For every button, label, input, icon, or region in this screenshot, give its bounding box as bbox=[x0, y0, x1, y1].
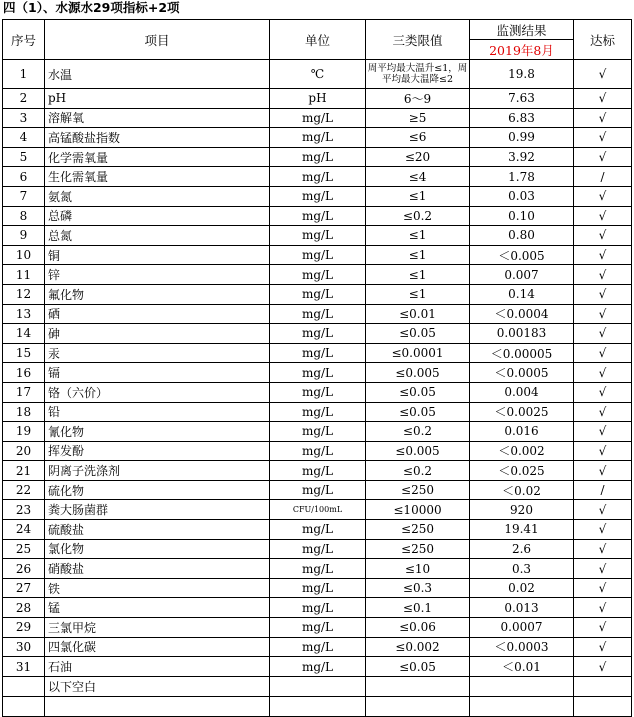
cell-item: 汞 bbox=[45, 343, 270, 363]
cell-item: 硫酸盐 bbox=[45, 520, 270, 540]
page-title: 四（1）、水源水29项指标+2项 bbox=[3, 0, 180, 15]
cell-no: 30 bbox=[3, 637, 45, 657]
cell-item: 挥发酚 bbox=[45, 441, 270, 461]
cell-unit: mg/L bbox=[270, 128, 366, 148]
cell-no: 23 bbox=[3, 500, 45, 520]
cell-item: 生化需氧量 bbox=[45, 167, 270, 187]
cell-value: 2.6 bbox=[470, 539, 574, 559]
cell-value: ＜0.002 bbox=[470, 441, 574, 461]
cell-no: 9 bbox=[3, 226, 45, 246]
cell-unit: mg/L bbox=[270, 363, 366, 383]
cell-no: 7 bbox=[3, 186, 45, 206]
cell-limit: ≤20 bbox=[366, 147, 470, 167]
cell-limit: ≤0.05 bbox=[366, 324, 470, 344]
table-row bbox=[3, 343, 632, 363]
cell-value: 0.10 bbox=[470, 206, 574, 226]
cell-limit: ≤250 bbox=[366, 539, 470, 559]
cell-limit: ≤0.3 bbox=[366, 578, 470, 598]
cell-unit: mg/L bbox=[270, 343, 366, 363]
table-row bbox=[3, 539, 632, 559]
cell-pass: √ bbox=[574, 441, 632, 461]
table-row bbox=[3, 128, 632, 148]
cell-item: 水温 bbox=[45, 60, 270, 89]
cell-no: 12 bbox=[3, 284, 45, 304]
empty-cell bbox=[366, 676, 470, 696]
cell-unit: mg/L bbox=[270, 461, 366, 481]
cell-limit: 6～9 bbox=[366, 89, 470, 109]
cell-value: ＜0.00005 bbox=[470, 343, 574, 363]
cell-no: 2 bbox=[3, 89, 45, 109]
cell-item: 锰 bbox=[45, 598, 270, 618]
cell-limit: ≤1 bbox=[366, 245, 470, 265]
cell-pass: √ bbox=[574, 147, 632, 167]
table-row bbox=[3, 559, 632, 579]
cell-limit: 周平均最大温升≤1，周平均最大温降≤2 bbox=[366, 60, 470, 89]
cell-value: ＜0.0005 bbox=[470, 363, 574, 383]
cell-value: 19.8 bbox=[470, 60, 574, 89]
cell-no: 25 bbox=[3, 539, 45, 559]
cell-pass: √ bbox=[574, 108, 632, 128]
cell-unit: ℃ bbox=[270, 60, 366, 89]
cell-item: 锌 bbox=[45, 265, 270, 285]
cell-item: 氨氮 bbox=[45, 186, 270, 206]
cell-no: 26 bbox=[3, 559, 45, 579]
cell-no: 15 bbox=[3, 343, 45, 363]
cell-limit: ≤0.05 bbox=[366, 402, 470, 422]
cell-unit: mg/L bbox=[270, 480, 366, 500]
cell-pass: √ bbox=[574, 578, 632, 598]
cell-no: 10 bbox=[3, 245, 45, 265]
cell-unit: mg/L bbox=[270, 108, 366, 128]
table-row bbox=[3, 461, 632, 481]
cell-unit: mg/L bbox=[270, 578, 366, 598]
cell-limit: ≤1 bbox=[366, 284, 470, 304]
cell-value: 0.016 bbox=[470, 422, 574, 442]
cell-item: 硒 bbox=[45, 304, 270, 324]
cell-limit: ≤0.05 bbox=[366, 657, 470, 677]
empty-cell bbox=[3, 696, 45, 716]
cell-pass: √ bbox=[574, 206, 632, 226]
cell-value: 0.02 bbox=[470, 578, 574, 598]
empty-cell bbox=[470, 696, 574, 716]
cell-pass: √ bbox=[574, 539, 632, 559]
cell-unit: mg/L bbox=[270, 422, 366, 442]
cell-pass: / bbox=[574, 480, 632, 500]
table-row bbox=[3, 363, 632, 383]
cell-value: 0.00183 bbox=[470, 324, 574, 344]
cell-no: 5 bbox=[3, 147, 45, 167]
cell-value: ＜0.02 bbox=[470, 480, 574, 500]
header-item: 项目 bbox=[45, 20, 270, 60]
cell-value: 7.63 bbox=[470, 89, 574, 109]
cell-no: 27 bbox=[3, 578, 45, 598]
cell-pass: √ bbox=[574, 226, 632, 246]
table-row bbox=[3, 324, 632, 344]
cell-value: ＜0.01 bbox=[470, 657, 574, 677]
cell-no: 14 bbox=[3, 324, 45, 344]
cell-no: 6 bbox=[3, 167, 45, 187]
water-quality-table bbox=[2, 19, 632, 717]
table-row bbox=[3, 422, 632, 442]
cell-no: 1 bbox=[3, 60, 45, 89]
table-row bbox=[3, 186, 632, 206]
cell-no: 29 bbox=[3, 618, 45, 638]
cell-unit: mg/L bbox=[270, 186, 366, 206]
empty-cell bbox=[3, 676, 45, 696]
cell-item: 氰化物 bbox=[45, 422, 270, 442]
cell-no: 16 bbox=[3, 363, 45, 383]
cell-item: 总氮 bbox=[45, 226, 270, 246]
cell-pass: √ bbox=[574, 559, 632, 579]
cell-value: 0.80 bbox=[470, 226, 574, 246]
table-row bbox=[3, 108, 632, 128]
cell-pass: √ bbox=[574, 520, 632, 540]
table-row bbox=[3, 89, 632, 109]
table-row bbox=[3, 226, 632, 246]
cell-unit: mg/L bbox=[270, 167, 366, 187]
table-row-blank-note bbox=[3, 676, 632, 696]
cell-unit: mg/L bbox=[270, 559, 366, 579]
cell-pass: √ bbox=[574, 461, 632, 481]
cell-item: 铅 bbox=[45, 402, 270, 422]
header-result-date: 2019年8月 bbox=[470, 40, 574, 60]
cell-value: 0.007 bbox=[470, 265, 574, 285]
cell-item: 高锰酸盐指数 bbox=[45, 128, 270, 148]
cell-no: 28 bbox=[3, 598, 45, 618]
cell-unit: pH bbox=[270, 89, 366, 109]
header-pass: 达标 bbox=[574, 20, 632, 60]
cell-unit: mg/L bbox=[270, 539, 366, 559]
cell-item: 化学需氧量 bbox=[45, 147, 270, 167]
cell-unit: mg/L bbox=[270, 147, 366, 167]
table-row bbox=[3, 500, 632, 520]
cell-item: 粪大肠菌群 bbox=[45, 500, 270, 520]
empty-cell bbox=[366, 696, 470, 716]
cell-value: 0.013 bbox=[470, 598, 574, 618]
header-unit: 单位 bbox=[270, 20, 366, 60]
cell-item: 硝酸盐 bbox=[45, 559, 270, 579]
table-row bbox=[3, 245, 632, 265]
cell-item: 氯化物 bbox=[45, 539, 270, 559]
cell-item: 砷 bbox=[45, 324, 270, 344]
cell-pass: √ bbox=[574, 637, 632, 657]
table-row bbox=[3, 657, 632, 677]
cell-no: 22 bbox=[3, 480, 45, 500]
cell-pass: √ bbox=[574, 284, 632, 304]
cell-limit: ≤250 bbox=[366, 520, 470, 540]
header-row bbox=[3, 20, 632, 40]
table-row bbox=[3, 578, 632, 598]
cell-unit: mg/L bbox=[270, 618, 366, 638]
empty-cell bbox=[574, 676, 632, 696]
cell-limit: ≤1 bbox=[366, 265, 470, 285]
cell-item: 总磷 bbox=[45, 206, 270, 226]
cell-pass: √ bbox=[574, 363, 632, 383]
cell-item: 铬（六价） bbox=[45, 382, 270, 402]
table-row bbox=[3, 441, 632, 461]
cell-value: 0.03 bbox=[470, 186, 574, 206]
cell-unit: mg/L bbox=[270, 226, 366, 246]
cell-value: 0.3 bbox=[470, 559, 574, 579]
table-row bbox=[3, 147, 632, 167]
cell-limit: ≤0.005 bbox=[366, 441, 470, 461]
cell-unit: mg/L bbox=[270, 657, 366, 677]
empty-cell bbox=[270, 696, 366, 716]
cell-limit: ≤6 bbox=[366, 128, 470, 148]
cell-unit: mg/L bbox=[270, 265, 366, 285]
cell-value: 0.99 bbox=[470, 128, 574, 148]
cell-value: 1.78 bbox=[470, 167, 574, 187]
cell-no: 4 bbox=[3, 128, 45, 148]
cell-item: 溶解氧 bbox=[45, 108, 270, 128]
table-row bbox=[3, 402, 632, 422]
cell-item: 硫化物 bbox=[45, 480, 270, 500]
cell-pass: / bbox=[574, 167, 632, 187]
cell-no: 8 bbox=[3, 206, 45, 226]
cell-item: 石油 bbox=[45, 657, 270, 677]
cell-limit: ≤0.002 bbox=[366, 637, 470, 657]
cell-item: 镉 bbox=[45, 363, 270, 383]
empty-cell bbox=[574, 696, 632, 716]
empty-cell bbox=[470, 676, 574, 696]
cell-value: 920 bbox=[470, 500, 574, 520]
cell-limit: ≤4 bbox=[366, 167, 470, 187]
empty-cell bbox=[270, 676, 366, 696]
table-row bbox=[3, 480, 632, 500]
cell-pass: √ bbox=[574, 245, 632, 265]
cell-unit: mg/L bbox=[270, 441, 366, 461]
cell-limit: ≤10000 bbox=[366, 500, 470, 520]
cell-unit: mg/L bbox=[270, 245, 366, 265]
cell-unit: mg/L bbox=[270, 324, 366, 344]
cell-limit: ≤1 bbox=[366, 226, 470, 246]
cell-item: 氟化物 bbox=[45, 284, 270, 304]
cell-value: ＜0.005 bbox=[470, 245, 574, 265]
cell-pass: √ bbox=[574, 402, 632, 422]
cell-no: 19 bbox=[3, 422, 45, 442]
cell-limit: ≤250 bbox=[366, 480, 470, 500]
table-row bbox=[3, 206, 632, 226]
cell-limit: ≤0.2 bbox=[366, 461, 470, 481]
cell-limit: ≤0.06 bbox=[366, 618, 470, 638]
header-no: 序号 bbox=[3, 20, 45, 60]
cell-limit: ≤10 bbox=[366, 559, 470, 579]
cell-value: ＜0.0025 bbox=[470, 402, 574, 422]
cell-pass: √ bbox=[574, 60, 632, 89]
cell-value: 0.004 bbox=[470, 382, 574, 402]
table-row bbox=[3, 265, 632, 285]
cell-unit: mg/L bbox=[270, 304, 366, 324]
table-row bbox=[3, 304, 632, 324]
cell-pass: √ bbox=[574, 343, 632, 363]
table-row bbox=[3, 637, 632, 657]
cell-item: 铁 bbox=[45, 578, 270, 598]
cell-limit: ≤0.2 bbox=[366, 422, 470, 442]
table-row bbox=[3, 520, 632, 540]
header-limit: 三类限值 bbox=[366, 20, 470, 60]
cell-unit: mg/L bbox=[270, 402, 366, 422]
cell-no: 11 bbox=[3, 265, 45, 285]
cell-unit: mg/L bbox=[270, 637, 366, 657]
cell-value: 0.0007 bbox=[470, 618, 574, 638]
cell-no: 3 bbox=[3, 108, 45, 128]
cell-value: 6.83 bbox=[470, 108, 574, 128]
cell-no: 20 bbox=[3, 441, 45, 461]
header-result: 监测结果 bbox=[470, 20, 574, 40]
empty-cell bbox=[45, 696, 270, 716]
cell-pass: √ bbox=[574, 128, 632, 148]
cell-no: 24 bbox=[3, 520, 45, 540]
cell-pass: √ bbox=[574, 422, 632, 442]
cell-pass: √ bbox=[574, 265, 632, 285]
cell-limit: ≤0.2 bbox=[366, 206, 470, 226]
cell-pass: √ bbox=[574, 304, 632, 324]
cell-no: 13 bbox=[3, 304, 45, 324]
cell-value: ＜0.0004 bbox=[470, 304, 574, 324]
cell-no: 31 bbox=[3, 657, 45, 677]
cell-limit: ≤0.0001 bbox=[366, 343, 470, 363]
cell-item: 阴离子洗涤剂 bbox=[45, 461, 270, 481]
cell-unit: CFU/100mL bbox=[270, 500, 366, 520]
cell-limit: ≤1 bbox=[366, 186, 470, 206]
cell-unit: mg/L bbox=[270, 382, 366, 402]
cell-no: 21 bbox=[3, 461, 45, 481]
cell-no: 17 bbox=[3, 382, 45, 402]
cell-pass: √ bbox=[574, 500, 632, 520]
table-row bbox=[3, 382, 632, 402]
table-row bbox=[3, 167, 632, 187]
table-row bbox=[3, 284, 632, 304]
cell-limit: ≤0.01 bbox=[366, 304, 470, 324]
cell-value: 19.41 bbox=[470, 520, 574, 540]
cell-limit: ≤0.05 bbox=[366, 382, 470, 402]
cell-item: 铜 bbox=[45, 245, 270, 265]
cell-pass: √ bbox=[574, 598, 632, 618]
cell-limit: ≤0.005 bbox=[366, 363, 470, 383]
table-row-empty bbox=[3, 696, 632, 716]
cell-value: ＜0.0003 bbox=[470, 637, 574, 657]
cell-item: 四氯化碳 bbox=[45, 637, 270, 657]
cell-unit: mg/L bbox=[270, 284, 366, 304]
table-row bbox=[3, 618, 632, 638]
cell-item: pH bbox=[45, 89, 270, 109]
cell-pass: √ bbox=[574, 89, 632, 109]
cell-pass: √ bbox=[574, 618, 632, 638]
cell-limit: ≥5 bbox=[366, 108, 470, 128]
blank-note: 以下空白 bbox=[45, 676, 270, 696]
cell-item: 三氯甲烷 bbox=[45, 618, 270, 638]
cell-pass: √ bbox=[574, 657, 632, 677]
cell-pass: √ bbox=[574, 382, 632, 402]
cell-value: 3.92 bbox=[470, 147, 574, 167]
table-row bbox=[3, 598, 632, 618]
cell-unit: mg/L bbox=[270, 598, 366, 618]
table-row bbox=[3, 60, 632, 89]
cell-value: 0.14 bbox=[470, 284, 574, 304]
cell-pass: √ bbox=[574, 186, 632, 206]
cell-unit: mg/L bbox=[270, 520, 366, 540]
cell-pass: √ bbox=[574, 324, 632, 344]
cell-value: ＜0.025 bbox=[470, 461, 574, 481]
cell-no: 18 bbox=[3, 402, 45, 422]
cell-unit: mg/L bbox=[270, 206, 366, 226]
cell-limit: ≤0.1 bbox=[366, 598, 470, 618]
